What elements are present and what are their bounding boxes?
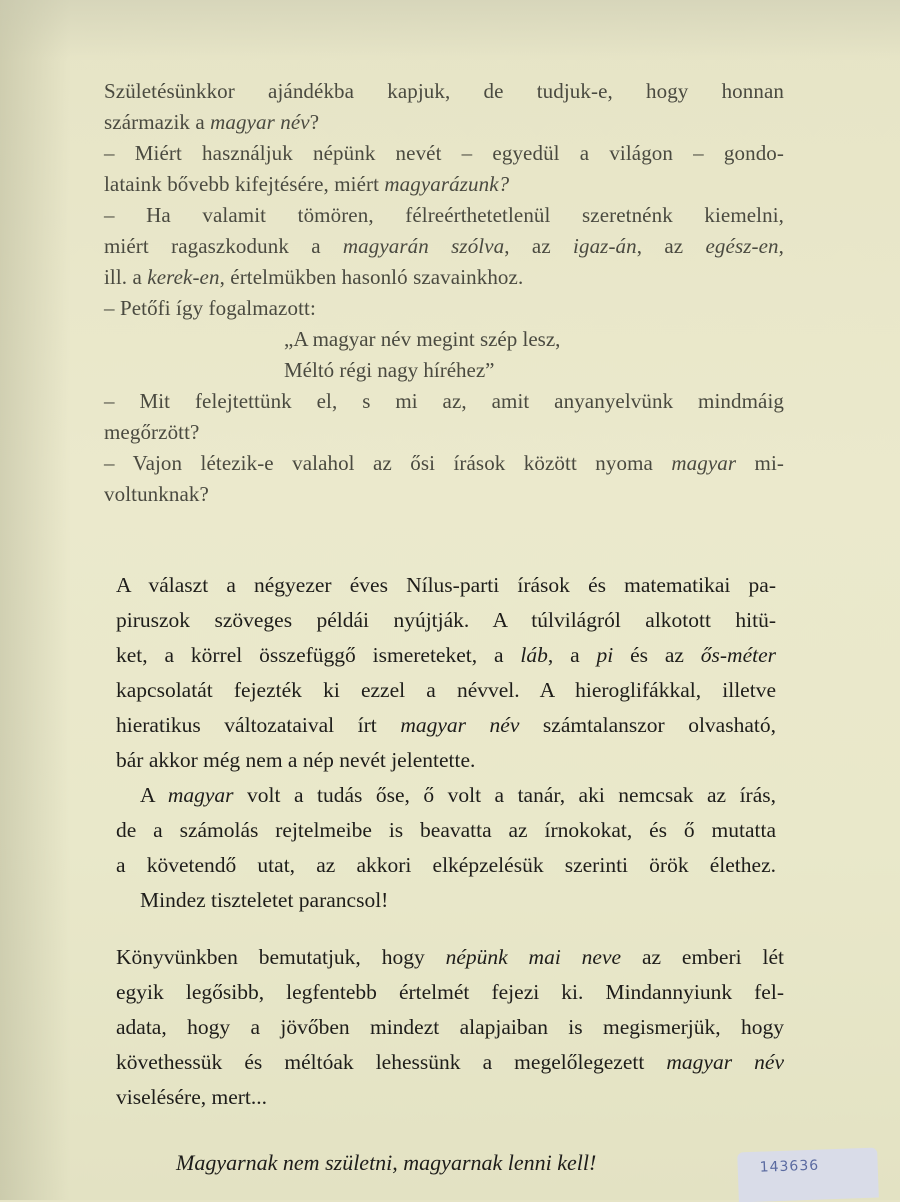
text-line: megőrzött?	[104, 420, 200, 444]
closing-motto: Magyarnak nem születni, magyarnak lenni kell!	[176, 1150, 597, 1175]
text-line: – Miért használjuk népünk nevét – egyedül a világon – gondo-	[104, 141, 784, 165]
text-line: lataink bővebb kifejtésére, miért magyarázunk?	[104, 172, 510, 196]
text-line: Születésünkkor ajándékba kapjuk, de tudjuk-e, hogy honnan	[104, 79, 784, 103]
petofi-quote-line: „A magyar név megint szép lesz,	[284, 327, 561, 351]
text-line: – Petőfi így fogalmazott:	[104, 296, 316, 320]
text-line: – Mit felejtettünk el, s mi az, amit anyanyelvünk mindmáig	[104, 389, 784, 413]
text-line: Könyvünkben bemutatjuk, hogy népünk mai neve az emberi lét	[116, 945, 784, 969]
text-line: bár akkor még nem a nép nevét jelentette.	[116, 748, 476, 772]
text-line: adata, hogy a jövőben mindezt alapjaiban is megismerjük, hogy	[116, 1015, 784, 1039]
text-line: származik a magyar név?	[104, 110, 320, 134]
page-shadow-top	[0, 0, 900, 60]
text-line: voltunknak?	[104, 482, 209, 506]
text-line: kapcsolatát fejezték ki ezzel a névvel. A hieroglifákkal, illetve	[116, 678, 776, 702]
book-purpose-paragraph	[116, 940, 784, 1115]
text-line: – Ha valamit tömören, félreérthetetlenül szeretnénk kiemelni,	[104, 203, 784, 227]
library-stamp	[737, 1148, 879, 1202]
text-line: a követendő utat, az akkori elképzelésük szerinti örök élethez.	[116, 853, 776, 877]
text-line: A magyar volt a tudás őse, ő volt a tanár, aki nemcsak az írás,	[140, 783, 777, 807]
text-line: követhessük és méltóak lehessünk a megelőlegezett magyar név	[116, 1050, 784, 1074]
egyptian-answer-paragraph	[116, 568, 776, 918]
intro-questions	[104, 76, 784, 510]
petofi-quote-line: Méltó régi nagy híréhez”	[284, 358, 495, 382]
stamp-number: 143636	[759, 1157, 820, 1176]
text-line: A választ a négyezer éves Nílus-parti írások és matematikai pa-	[116, 573, 776, 597]
text-line: hieratikus változataival írt magyar név számtalanszor olvasható,	[116, 713, 776, 737]
text-line: piruszok szöveges példái nyújtják. A túlvilágról alkotott hitü-	[116, 608, 776, 632]
text-line: egyik legősibb, legfentebb értelmét fejezi ki. Mindannyiunk fel-	[116, 980, 784, 1004]
text-line: ill. a kerek-en, értelmükben hasonló szavainkhoz.	[104, 265, 524, 289]
text-line: de a számolás rejtelmeibe is beavatta az írnokokat, és ő mutatta	[116, 818, 776, 842]
text-line: Mindez tiszteletet parancsol!	[140, 888, 389, 912]
text-line: – Vajon létezik-e valahol az ősi írások között nyoma magyar mi-	[104, 451, 785, 475]
text-line: ket, a körrel összefüggő ismereteket, a láb, a pi és az ős-méter	[116, 643, 777, 667]
text-line: miért ragaszkodunk a magyarán szólva, az igaz-án, az egész-en,	[104, 234, 784, 258]
text-line: viselésére, mert...	[116, 1085, 268, 1109]
page-shadow	[0, 0, 70, 1200]
